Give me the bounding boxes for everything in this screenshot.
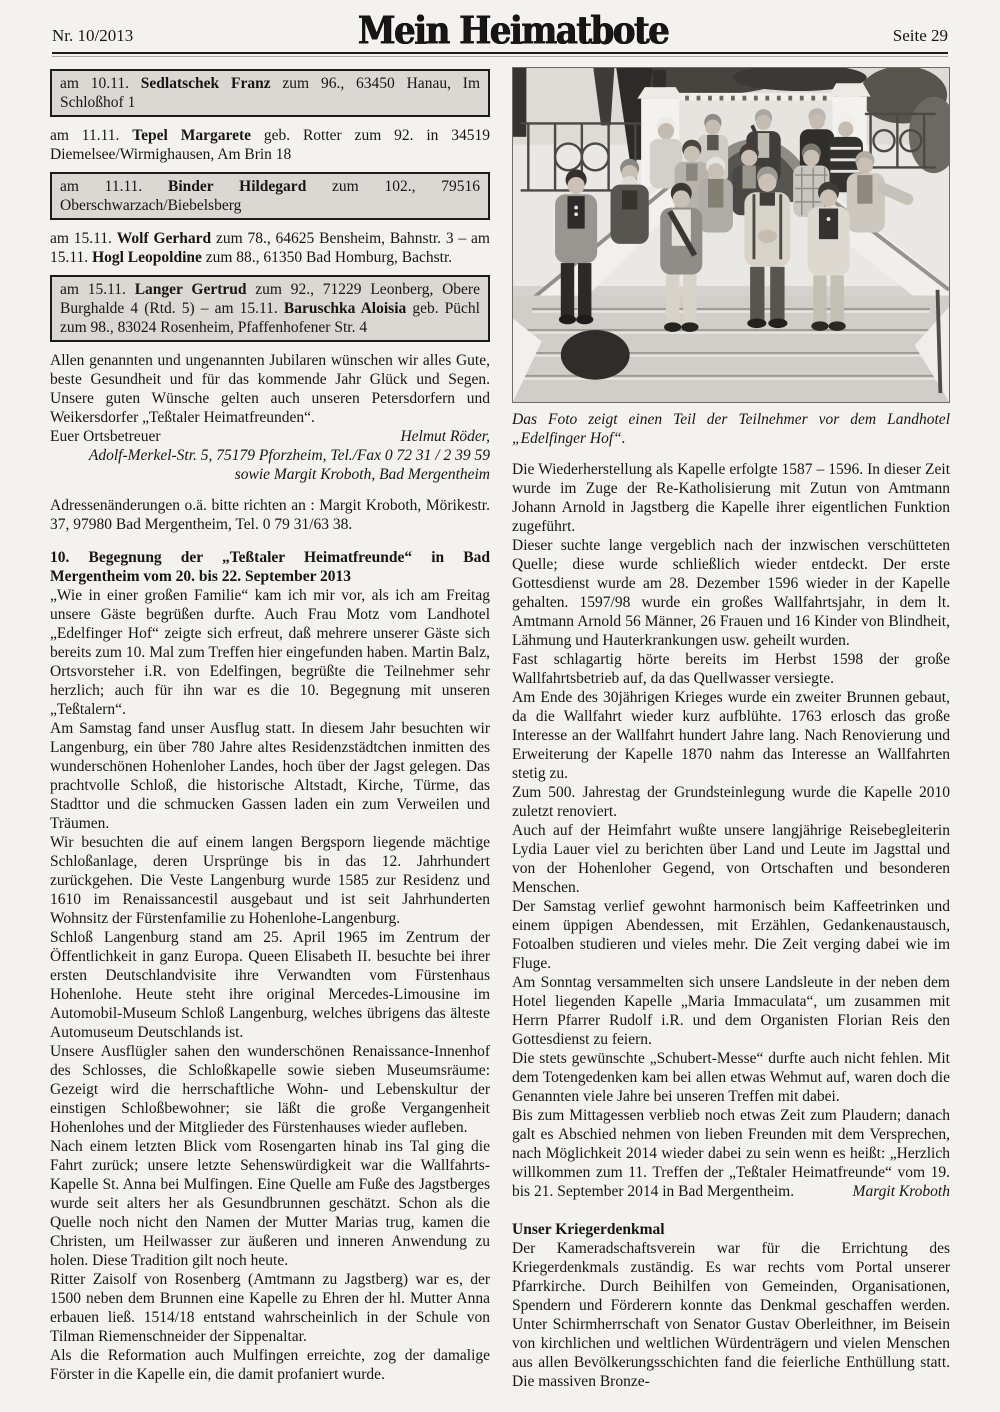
trip-article-heading: 10. Begegnung der „Teßtaler Heimatfreunde“ in Bad Mergentheim vom 20. bis 22. September 2013 [50, 549, 490, 585]
paragraph: Fast schlagartig hörte bereits im Herbst 1598 der große Wallfahrtsbetrieb auf, da das Quellwasser versiegte. [512, 650, 950, 687]
signoff-label: Euer Ortsbetreuer [50, 428, 161, 445]
memorial-heading: Unser Kriegerdenkmal [512, 1220, 665, 1238]
trip-article-right-paragraphs [512, 460, 950, 1106]
birthday-announcement: am 15.11. Wolf Gerhard zum 78., 64625 Bensheim, Bahnstr. 3 – am 15.11. Hogl Leopoldine zum 88., 61350 Bad Homburg, Bachstr. [50, 230, 490, 266]
paragraph: Am Sonntag versammelten sich unsere Landsleute in der neben dem Hotel liegenden Kapelle „Maria Immaculata“, um zusammen mit Herrn Pfarrer Rudolf i.R. und dem Organisten Florian Reis den Gottesdienst zu feiern. [512, 973, 950, 1048]
paragraph: Die stets gewünschte „Schubert-Messe“ durfte auch nicht fehlen. Mit dem Totengedenken kam bei allen etwas Wehmut auf, waren doch die Genannten viele Jahre bei unseren Treffen mit dabei. [512, 1049, 950, 1105]
paragraph: Ritter Zaisolf von Rosenberg (Amtmann zu Jagstberg) war es, der 1500 neben dem Brunnen eine Kapelle zu Ehren der hl. Mutter Anna erbauen ließ. 1514/18 entstand wahrscheinlich in der Schule von Tilman Riemenschneider der Sippenaltar. [50, 1271, 490, 1345]
memorial-paragraph: Der Kameradschaftsverein war für die Errichtung des Kriegerdenkmals zuständig. Es war rechts vom Portal unserer Pfarrkirche. Durch Beihilfen von Gemeinden, Organisationen, Spendern und Förderern konnte das Denkmal geschaffen werden. Unter Schirmherrschaft von Senator Gustav Oberleithner, im Beisein von kirchlichen und weltlichen Würdenträgern und vielen Menschen aus allen Bevölkerungsschichten fand die feierliche Enthüllung statt. Die massiven Bronze- [512, 1239, 950, 1390]
author-name: Margit Kroboth [852, 1182, 950, 1200]
birthday-announcement: am 10.11. Sedlatschek Franz zum 96., 63450 Hanau, Im Schloßhof 1 [50, 69, 490, 117]
page-header [0, 0, 1000, 54]
paragraph: „Wie in einer großen Familie“ kam ich mir vor, als ich am Freitag unsere Gäste begrüßen durfte. Auch Frau Motz vom Landhotel „Edelfinger Hof“ zeigte sich erfreut, daß mehrere unserer Gäste sich bereits zum 10. Mal zum Treffen hier eingefunden haben. Martin Balz, Ortsvorsteher i.R. von Edelfingen, begrüßte die Teilnehmer sehr herzlich; auch für ihn war es die 10. Begegnung mit unseren „Teßtalern“. [50, 587, 490, 718]
address-change-note: Adressenänderungen o.ä. bitte richten an : Margit Kroboth, Mörikestr. 37, 97980 Bad Mergentheim, Tel. 0 79 31/63 38. [50, 497, 490, 533]
content-columns [0, 57, 1000, 1391]
paragraph: Dieser suchte lange vergeblich nach der inzwischen verschütteten Quelle; diese wurde schließlich wieder entdeckt. Der erste Gottesdienst wurde am 28. Dezember 1596 wieder in der Kapelle gehalten. 1597/98 wurde ein großes Wallfahrtsjahr, in dem lt. Amtmann Arnold 56 Männer, 26 Frauen und 16 Kinder von Blindheit, Lähmung und Hauterkrankungen usw. geheilt wurden. [512, 536, 950, 649]
contact-address-line: sowie Margit Kroboth, Bad Mergentheim [234, 466, 490, 483]
paragraph: Auch auf der Heimfahrt wußte unsere langjährige Reisebegleiterin Lydia Lauer viel zu berichten über Land und Leute im Jagsttal und von der Hohenloher Gegend, von Ortschaften und besonderen Menschen. [512, 821, 950, 896]
masthead-title: Mein Heimatbote [357, 8, 669, 54]
greetings-paragraph: Allen genannten und ungenannten Jubilaren wünschen wir alles Gute, beste Gesundheit und für das kommende Jahr Glück und Segen. Unsere guten Wünsche gelten auch unseren Petersdorfern und Weikersdorfer „Teßtaler Heimatfreunden“. [50, 352, 490, 426]
paragraph: Am Samstag fand unser Ausflug statt. In diesem Jahr besuchten wir Langenburg, ein über 780 Jahre altes Residenzstädtchen inmitten des wunderschönen Hohenloher Landes, hoch über der Jagst gelegen. Das prachtvolle Schloß, die historische Altstadt, Kirche, Türme, das Stadttor und die schmucken Gassen laden ein zum Verweilen und Träumen. [50, 720, 490, 832]
paragraph: Der Samstag verlief gewohnt harmonisch beim Kaffeetrinken und einem üppigen Abendessen, mit Erzählen, Gedankenaustausch, Fotoalben studieren und vieles mehr. Die Zeit verging dabei wie im Fluge. [512, 897, 950, 972]
paragraph: Schloß Langenburg stand am 25. April 1965 im Zentrum der Öffentlichkeit in ganz Europa. Queen Elisabeth II. besuchte bei ihrer ersten Deutschlandvisite ihre Verwandten vom Fürstenhaus Hohenlohe. Heute steht ihre original Mercedes-Limousine im Automobil-Museum Schloß Langenburg, welches übrigens das älteste Automuseum Deutschlands ist. [50, 929, 490, 1041]
birthday-announcement: am 15.11. Langer Gertrud zum 92., 71229 Leonberg, Obere Burghalde 4 (Rtd. 5) – am 15.11. Baruschka Aloisia geb. Püchl zum 98., 83024 Rosenheim, Pfaffenhofener Str. 4 [50, 275, 490, 342]
closing-paragraph [512, 1106, 950, 1201]
signoff-name: Helmut Röder, [400, 428, 490, 445]
contact-address-line: Adolf-Merkel-Str. 5, 75179 Pforzheim, Tel./Fax 0 72 31 / 2 39 59 [88, 447, 490, 464]
paragraph: Am Ende des 30jährigen Krieges wurde ein zweiter Brunnen gebaut, da die Wallfahrt wieder kurz aufblühte. 1763 erlosch das große Interesse an der Wallfahrt hundert Jahre lang. Nach Renovierung und Erweiterung der Kapelle 1870 nahm das Interesse an Wallfahrten stetig zu. [512, 688, 950, 782]
trip-article-left-paragraphs [50, 586, 490, 1384]
paragraph: Nach einem letzten Blick vom Rosengarten hinab ins Tal ging die Fahrt zurück; unsere letzte Sehenswürdigkeit war die Wallfahrts-Kapelle St. Anna bei Mulfingen. Eine Quelle am Fuße des Jagstberges wurde seit alters her als Gesundbrunnen geschätzt. Schon als die Quelle noch nicht den Namen der Mutter Marias trug, kamen die Christen, um Heilwasser zur äußeren und inneren Anwendung zu holen. Diese Tradition gilt noch heute. [50, 1138, 490, 1269]
birthday-announcement: am 11.11. Tepel Margarete geb. Rotter zum 92. in 34519 Diemelsee/Wirmighausen, Am Brin 18 [50, 127, 490, 163]
paragraph: Wir besuchten die auf einem langen Bergsporn liegende mächtige Schloßanlage, deren Ursprünge bis in das 12. Jahrhundert zurückgehen. Die Veste Langenburg wurde 1585 zur Residenz und 1610 im Renaissancestil ausgebaut und ist seit Jahrhunderten Wohnsitz der Fürstenfamilie zu Hohenlohe-Langenburg. [50, 834, 490, 927]
birthday-announcements [50, 69, 490, 342]
paragraph: Als die Reformation auch Mulfingen erreichte, zog der damalige Förster in die Kapelle ein, die damit profaniert wurde. [50, 1347, 490, 1383]
paragraph: Zum 500. Jahrestag der Grundsteinlegung wurde die Kapelle 2010 zuletzt renoviert. [512, 783, 950, 820]
closing-text: Bis zum Mittagessen verblieb noch etwas Zeit zum Plaudern; danach galt es Abschied nehmen von lieben Freunden mit dem Versprechen, nach Möglichkeit 2014 wieder dabei zu sein wenn es heißt: „Herzlich willkommen zum 11. Treffen der „Teßtaler Heimatfreunde“ vom 19. bis 21. September 2014 in Bad Mergentheim. [512, 1106, 950, 1200]
signoff-row [50, 427, 490, 446]
paragraph: Unsere Ausflügler sahen den wunderschönen Renaissance-Innenhof des Schlosses, die Schloßkapelle sowie sieben Museumsräume: Gezeigt wird die herrschaftliche Wohn- und Lebenskultur der einstigen Schloßbewohner; sie läßt die große Vergangenheit Hohenlohes und der Mitglieder des Fürstenhauses wieder aufleben. [50, 1043, 490, 1136]
group-photo-illustration [513, 68, 949, 402]
paragraph: Die Wiederherstellung als Kapelle erfolgte 1587 – 1596. In dieser Zeit wurde im Zuge der Re-Katholisierung mit Zutun von Amtmann Johann Arnold in Jagstberg die Kapelle ihrer eigentlichen Funktion zugeführt. [512, 460, 950, 535]
birthday-announcement: am 11.11. Binder Hildegard zum 102., 79516 Oberschwarzach/Biebelsberg [50, 172, 490, 220]
issue-number: Nr. 10/2013 [52, 26, 134, 45]
group-photo [512, 67, 950, 403]
left-column [50, 67, 490, 1384]
page-number: Seite 29 [892, 26, 948, 45]
photo-caption: Das Foto zeigt einen Teil der Teilnehmer vor dem Landhotel „Edelfinger Hof“. [512, 410, 950, 447]
right-column [512, 67, 950, 1391]
